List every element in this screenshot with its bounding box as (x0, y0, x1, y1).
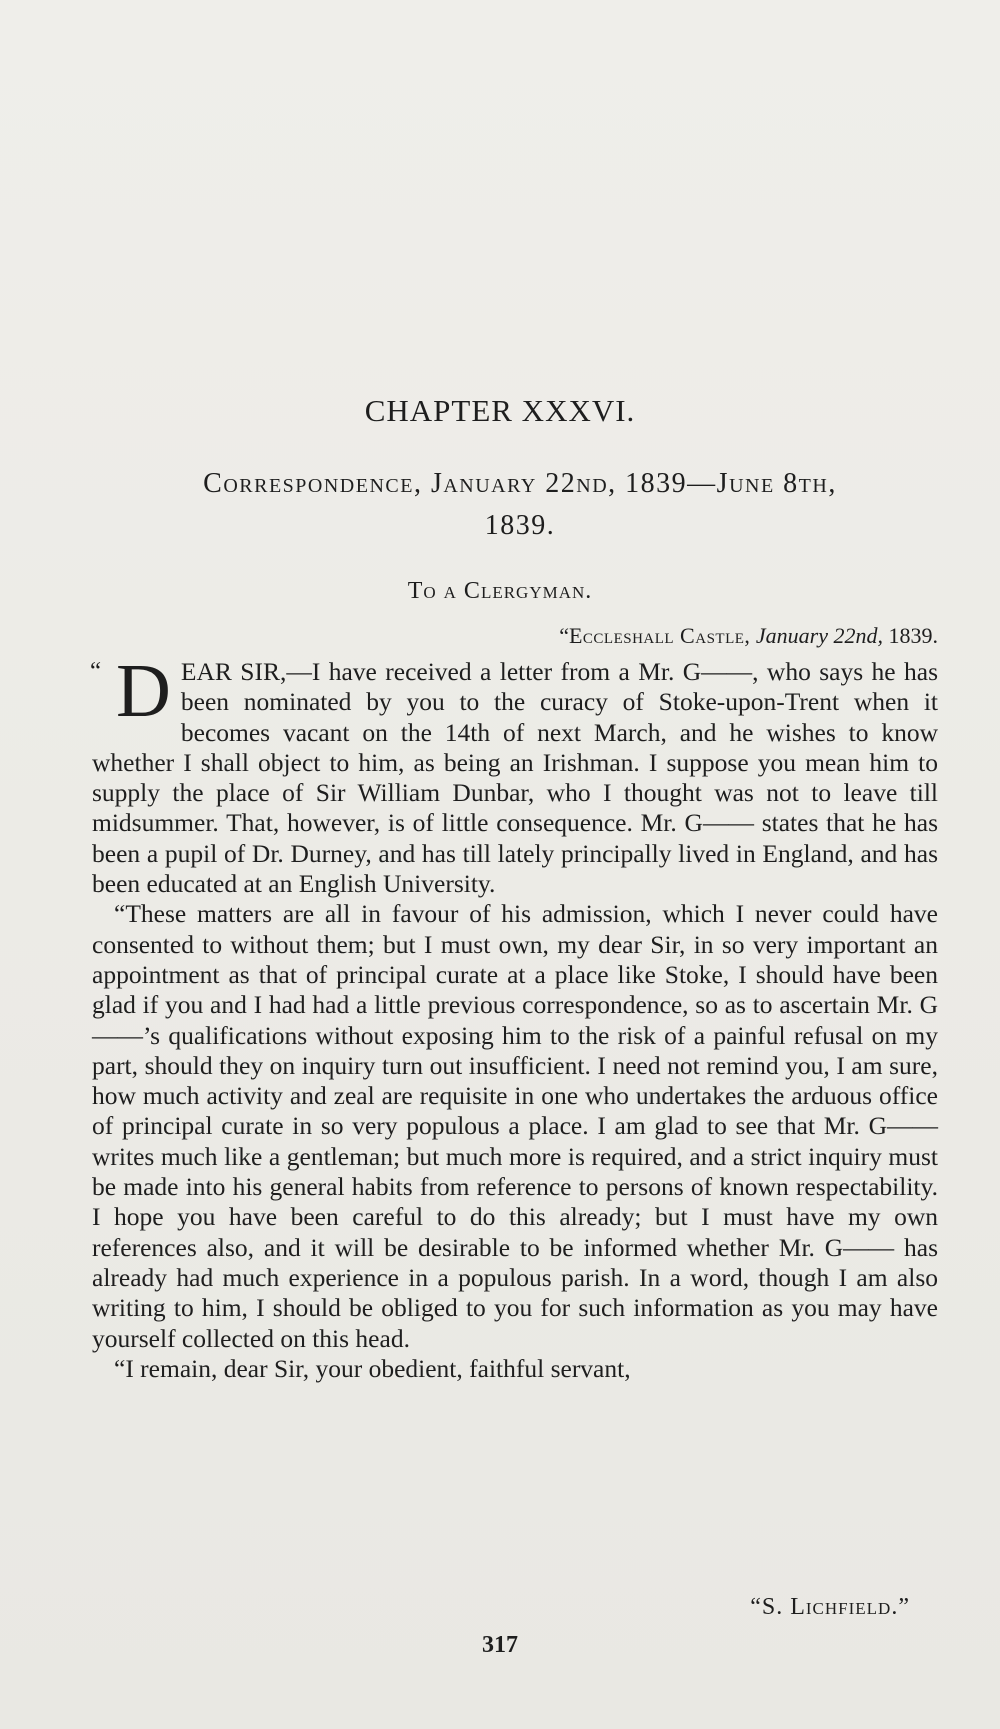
letter-body (90, 649, 938, 1384)
letter-dateline (559, 623, 938, 649)
dateline-open-quote: “ (559, 623, 569, 648)
letter-signature: “S. Lichfield.” (750, 1594, 910, 1620)
chapter-subtitle (100, 463, 940, 547)
letter-paragraph-2: “These matters are all in favour of his admission, which I never could have consented to without them; but I must own, my dear Sir, in so very important an appointment as that of principal curate at a place like Stoke, I should have been glad if you and I had had a little previous correspondence, so as to ascertain Mr. G——’s qualifications without exposing him to the risk of a painful refusal on my part, should they on inquiry turn out insufficient. I need not remind you, I am sure, how much activity and zeal are requisite in one who undertakes the arduous office of principal curate in so very populous a place. I am glad to see that Mr. G—— writes much like a gentleman; but much more is required, and a strict inquiry must be made into his general habits from reference to persons of known respectability. I hope you have been careful to do this already; but I must have my own references also, and it will be desirable to be informed whether Mr. G—— has already had much experience in a populous parish. In a word, though I am also writing to him, I should be obliged to you for such information as you may have yourself collected on this head. (92, 899, 938, 1353)
subtitle-line-2: 1839. (484, 510, 556, 541)
drop-cap: D (116, 649, 171, 733)
letter-paragraph-1 (92, 649, 938, 899)
dateline-year: 1839. (888, 623, 938, 648)
letter-paragraph-3: “I remain, dear Sir, your obedient, faithful servant, (114, 1353, 631, 1383)
letter-paragraph-1-text: EAR SIR,—I have received a letter from a Mr. G——, who says he has been nominated by you to the curacy of Stoke-upon-Trent when it becomes vacant on the 14th of next March, and he wishes to know whether I shall object to him, as being an Irishman. I suppose you mean him to supply the place of Sir William Dunbar, who I thought was not to leave till midsummer. That, however, is of little consequence. Mr. G—— states that he has been a pupil of Dr. Durney, and has till lately principally lived in England, and has been educated at an English University. (92, 657, 938, 899)
page-number: 317 (482, 1632, 518, 1658)
subtitle-line-1: Correspondence, January 22nd, 1839—June 8th, (203, 468, 837, 499)
dateline-date: January 22nd, (755, 623, 883, 648)
letter-open-quote: “ (90, 658, 102, 685)
letter-addressee: To a Clergyman. (407, 578, 593, 604)
chapter-heading: CHAPTER XXXVI. (364, 393, 636, 428)
dateline-place: Eccleshall Castle, (568, 623, 751, 648)
